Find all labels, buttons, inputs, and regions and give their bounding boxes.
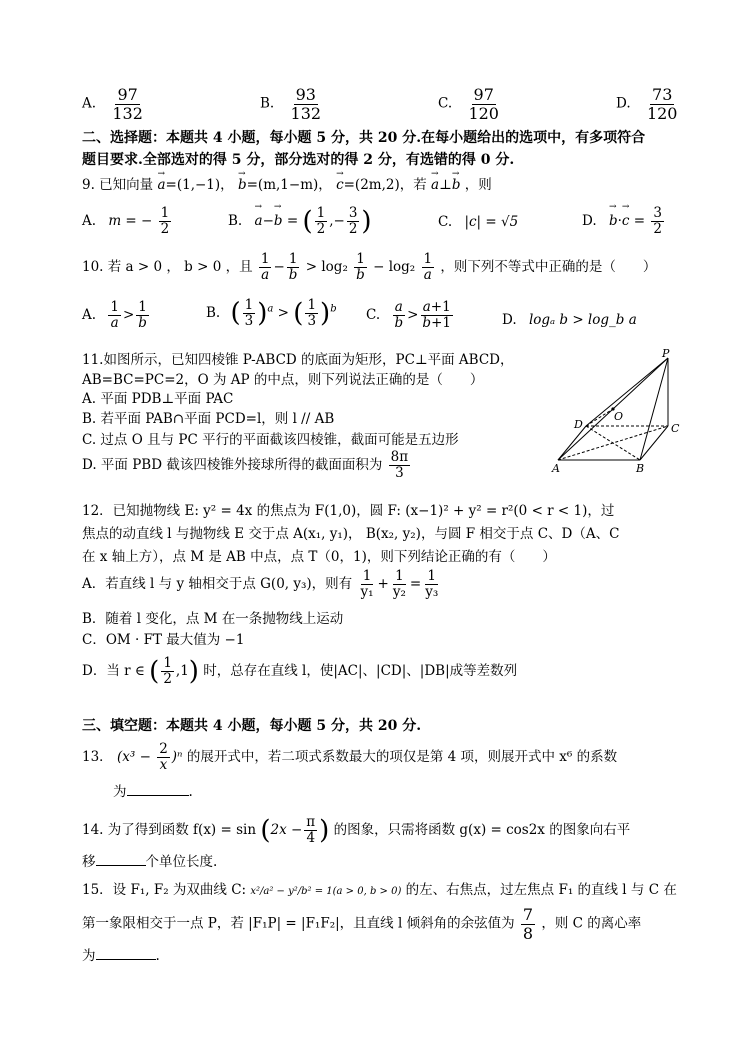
segment-do [586,409,613,426]
label-p: P [662,348,670,360]
q10-option-a[interactable]: A. $\frac{1}{a}$ > $\frac{1}{b}$ [82,299,147,331]
q12-line2: 焦点的动直线 l 与抛物线 E 交于点 A(x₁, y₁)， B(x₂, y₂)，与圆 F 相交于点 C、D（A、C [82,526,620,542]
edge-bp [640,358,668,460]
q12-line3: 在 x 轴上方），点 M 是 AB 中点，点 T（0，1)，则下列结论正确的有（ ） [82,549,556,565]
q11-option-a[interactable]: A. 平面 PDB⊥平面 PAC [82,391,234,407]
q9-stem: 9. 已知向量 → a=(1,−1)， → b=(m,1−m)， → c=(2m,2)，若 → a⊥→ b ，则 [82,175,492,195]
section2-line2: 题目要求.全部选对的得 5 分，部分选对的得 2 分，有选错的得 0 分. [82,152,515,168]
label-b: B [636,462,645,475]
section3-title: 三、填空题：本题共 4 小题，每小题 5 分，共 20 分. [82,718,422,734]
q13-answer-blank[interactable] [127,795,189,796]
q12-option-b[interactable]: B．随着 l 变化，点 M 在一条抛物线上运动 [82,611,344,627]
label-c: C [671,422,680,435]
section2-line1: 二、选择题：本题共 4 小题，每小题 5 分，共 20 分.在每小题给出的选项中，有多项符合 [82,130,646,146]
q11-option-c[interactable]: C. 过点 O 且与 PC 平行的平面截该四棱锥，截面可能是五边形 [82,432,459,448]
edge-ad [558,426,586,460]
label-d: D [574,418,583,431]
q8-option-c[interactable]: C. $\frac{97}{120}$ [438,85,499,123]
q10-option-d[interactable]: D. logₐ b > log_b a [502,312,637,328]
diag-db [586,426,640,460]
q9-option-b[interactable]: B. → a−→ b = ( $\frac{1}{2}$ ,− $\frac{3}{2}$ ) [228,206,372,237]
q12-option-d[interactable]: D．当 r ∈ ( $\frac{1}{2}$ ,1) 时，总存在直线 l，使|AC|、|CD|、|DB|成等差数列 [82,655,518,687]
q12-line1: 12．已知抛物线 E: y² = 4x 的焦点为 F(1,0)，圆 F: (x−1)² + y² = r²(0 < r < 1)，过 [82,503,615,519]
q11-line1: 11.如图所示，已知四棱锥 P-ABCD 的底面为矩形，PC⊥平面 ABCD， [82,352,514,368]
edge-dp [586,358,668,426]
q15-line3: 为 . [82,948,160,964]
q8-option-d[interactable]: D. $\frac{73}{120}$ [616,85,678,123]
q13-line2: 为 . [113,784,193,800]
q15-line2: 第一象限相交于一点 P，若 |F₁P| = |F₁F₂|，且直线 l 倾斜角的余弦值为 $\frac{7}{8}$ ，则 C 的离心率 [82,905,642,943]
q8-option-a[interactable]: A. $\frac{97}{132}$ [82,85,143,123]
q11-option-d[interactable]: D. 平面 PBD 截该四棱锥外接球所得的截面面积为 $\frac{8\pi}{3}$ [82,449,409,481]
q14-answer-blank[interactable] [96,865,146,866]
q10-option-c[interactable]: C. $\frac{a}{b}$ > $\frac{a+1}{b+1}$ [366,299,451,331]
q9-option-c[interactable]: C. |c| = √5 [438,214,519,230]
q10-option-b[interactable]: B. ( $\frac{1}{3}$ )$^a$ > ( $\frac{1}{3}$ )$^b$ [206,297,337,329]
pyramid-figure [548,348,698,476]
q9-option-a[interactable]: A. m = − $\frac{1}{2}$ [82,205,170,237]
q9-option-d[interactable]: D. → b·→ c = $\frac{3}{2}$ [582,206,666,237]
q10-stem: 10. 若 a > 0 ， b > 0 ，且 $\frac{1}{a}$ − $\frac{1}{b}$ > log₂ $\frac{1}{b}$ − log₂ $\frac{1}{a}$ ，则下列不等式中正确的是（ ） [82,251,657,283]
q13-line1: 13． (x³ − $\frac{2}{x}$ )ⁿ 的展开式中，若二项式系数最大的项仅是第 4 项，则展开式中 x⁶ 的系数 [82,741,618,773]
q14-line2: 移 个单位长度. [82,854,218,870]
q8-option-b[interactable]: B. $\frac{93}{132}$ [260,85,322,123]
q11-line2: AB=BC=PC=2，O 为 AP 的中点，则下列说法正确的是（ ） [82,372,484,388]
q11-option-b[interactable]: B. 若平面 PAB∩平面 PCD=l，则 l // AB [82,411,335,427]
label-o: O [614,410,624,423]
q14-line1: 14. 为了得到函数 f(x) = sin (2x − $\frac{\pi}{4}$ ) 的图象，只需将函数 g(x) = cos2x 的图象向右平 [82,814,631,846]
q12-option-a[interactable]: A．若直线 l 与 y 轴相交于点 G(0, y₃)，则有 $\frac{1}{\text{y₁}}$ + $\frac{1}{\text{y₂}}$ = $\frac{1}{\text{y₃}}$ [82,568,439,600]
q15-answer-blank[interactable] [96,959,156,960]
label-a: A [552,462,560,475]
q15-line1: 15．设 F₁, F₂ 为双曲线 C: x²/a² − y²/b² = 1(a > 0, b > 0) 的左、右焦点，过左焦点 F₁ 的直线 l 与 C 在 [82,882,677,898]
q12-option-c[interactable]: C．OM · FT 最大值为 −1 [82,632,245,648]
